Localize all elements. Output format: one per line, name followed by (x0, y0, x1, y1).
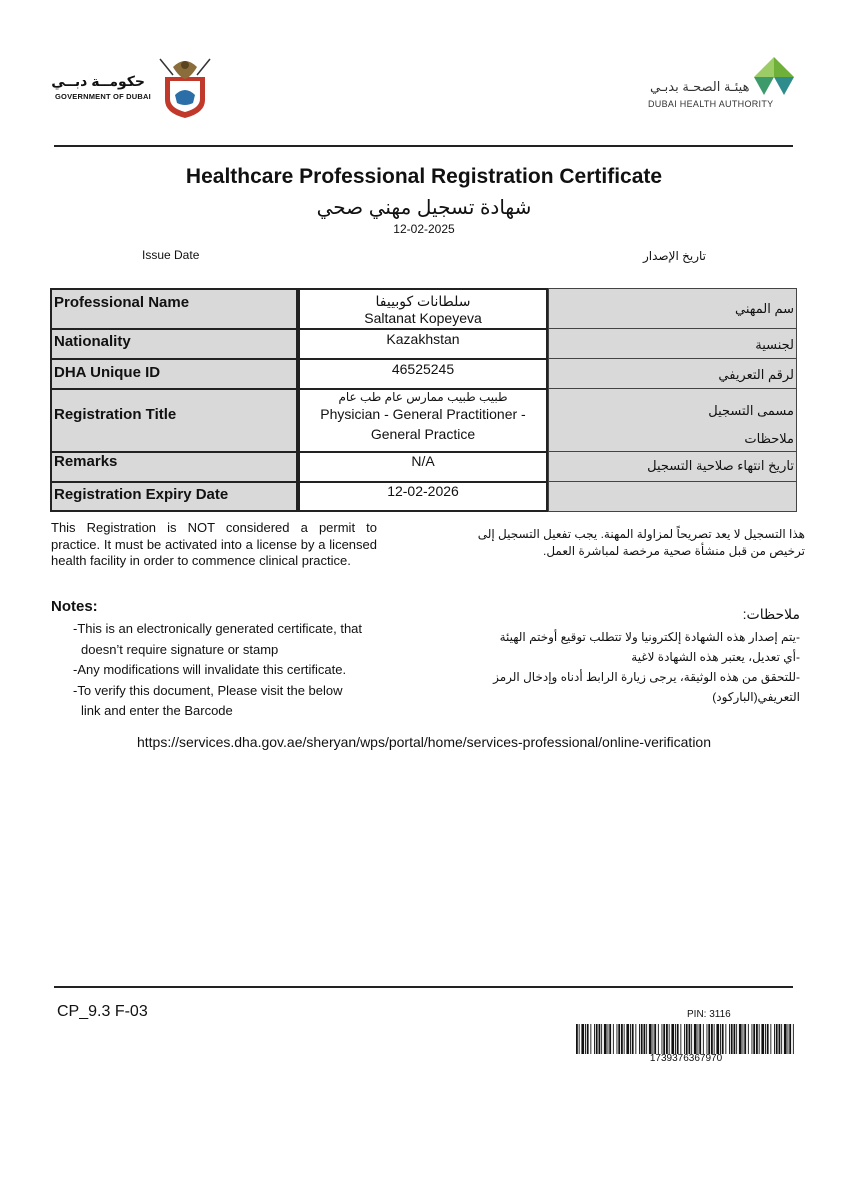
professional-name-value (298, 288, 548, 330)
nationality-value: Kazakhstan (298, 328, 548, 360)
expiry-value: 12-02-2026 (298, 481, 548, 512)
note-line: -Any modifications will invalidate this certificate. (73, 662, 347, 677)
registration-title-label: Registration Title (50, 388, 298, 453)
dha-name-ar: هيئـة الصحـة بدبـي (650, 79, 750, 94)
form-code: CP_9.3 F-03 (57, 1003, 148, 1020)
note-line: doesn’t require signature or stamp (81, 641, 279, 657)
expiry-label-ar: تاريخ انتهاء صلاحية التسجيل (548, 451, 797, 483)
notes-heading-ar: ملاحظات: (742, 606, 800, 622)
registration-title-value (298, 388, 548, 453)
permit-notice-ar: هذا التسجيل لا يعد تصريحاً لمزاولة المهنة. يجب تفعيل التسجيل إلى ترخيص من قبل منشأة صحية مرخصة لمباشرة العمل. (477, 527, 805, 558)
gov-name-ar: حكومــة دبــي (51, 73, 145, 89)
barcode-icon (576, 1024, 796, 1054)
government-of-dubai-logo (51, 55, 215, 120)
table-row (50, 328, 797, 360)
table-row (50, 451, 797, 483)
registration-title-en-1: Physician - General Practitioner - (320, 406, 526, 422)
certificate-title: Healthcare Professional Registration Certificate (185, 165, 663, 188)
gov-name-en: GOVERNMENT OF DUBAI (55, 92, 151, 101)
dha-mark-icon (748, 55, 800, 100)
remarks-label: Remarks (50, 451, 298, 483)
nationality-label: Nationality (50, 328, 298, 360)
table-row (50, 358, 797, 390)
dha-id-label-ar: لرقم التعريفي (548, 358, 797, 390)
table-row (50, 481, 797, 512)
remarks-label-ar: ملاحظات (744, 431, 794, 446)
dubai-emblem-icon (155, 55, 215, 120)
remarks-value: N/A (298, 451, 548, 483)
note-line: -To verify this document, Please visit the below (73, 682, 343, 698)
registration-title-ar: طبيب طبيب ممارس عام طب عام (338, 390, 508, 404)
issue-date-value: 12-02-2025 (393, 222, 455, 236)
note-line-ar: -يتم إصدار هذه الشهادة إلكترونيا ولا تتطلب توقيع أوختم الهيئة (499, 630, 800, 644)
professional-name-ar: سلطانات كوبييفا (375, 293, 471, 309)
dubai-health-authority-logo (640, 55, 800, 115)
nationality-label-ar: لجنسية (548, 328, 797, 360)
verification-link[interactable]: https://services.dha.gov.ae/sheryan/wps/portal/home/services-professional/online-verification (136, 734, 712, 750)
expiry-label: Registration Expiry Date (50, 481, 298, 512)
professional-name-label: Professional Name (50, 288, 298, 330)
dha-name-en: DUBAI HEALTH AUTHORITY (648, 99, 774, 109)
notes-heading: Notes: (51, 598, 98, 615)
expiry-empty-cell (548, 481, 797, 512)
header-divider (54, 145, 793, 147)
professional-name-en: Saltanat Kopeyeva (364, 310, 482, 326)
note-line-ar: التعريفي(الباركود) (712, 690, 800, 704)
dha-id-value: 46525245 (298, 358, 548, 390)
table-row (50, 388, 797, 453)
note-line: -This is an electronically generated certificate, that (73, 621, 363, 636)
issue-date-label-ar: تاريخ الإصدار (642, 249, 706, 263)
barcode-number: 1739376367970 (649, 1053, 723, 1064)
notes-list-en (73, 619, 362, 722)
table-row (50, 288, 797, 330)
registration-title-label-ar-text: مسمى التسجيل (708, 403, 794, 418)
notes-list-ar (440, 627, 800, 707)
footer-divider (54, 986, 793, 988)
registration-title-en-2: General Practice (370, 426, 476, 442)
permit-notice-en: This Registration is NOT considered a permit to practice. It must be activated into a license by a licensed health facility in order to commence clinical practice. (51, 520, 377, 568)
pin-label: PIN: 3116 (687, 1009, 731, 1020)
issue-date-label: Issue Date (142, 248, 200, 262)
dha-id-label: DHA Unique ID (50, 358, 298, 390)
registration-title-label-ar (548, 388, 797, 453)
professional-name-label-ar: سم المهني (548, 288, 797, 330)
note-line-ar: -أي تعديل، يعتبر هذه الشهادة لاغية (631, 650, 800, 664)
certificate-title-ar: شهادة تسجيل مهني صحي (316, 197, 532, 219)
note-line: link and enter the Barcode (81, 703, 233, 718)
note-line-ar: -للتحقق من هذه الوثيقة، يرجى زيارة الرابط أدناه وإدخال الرمز (493, 670, 800, 684)
